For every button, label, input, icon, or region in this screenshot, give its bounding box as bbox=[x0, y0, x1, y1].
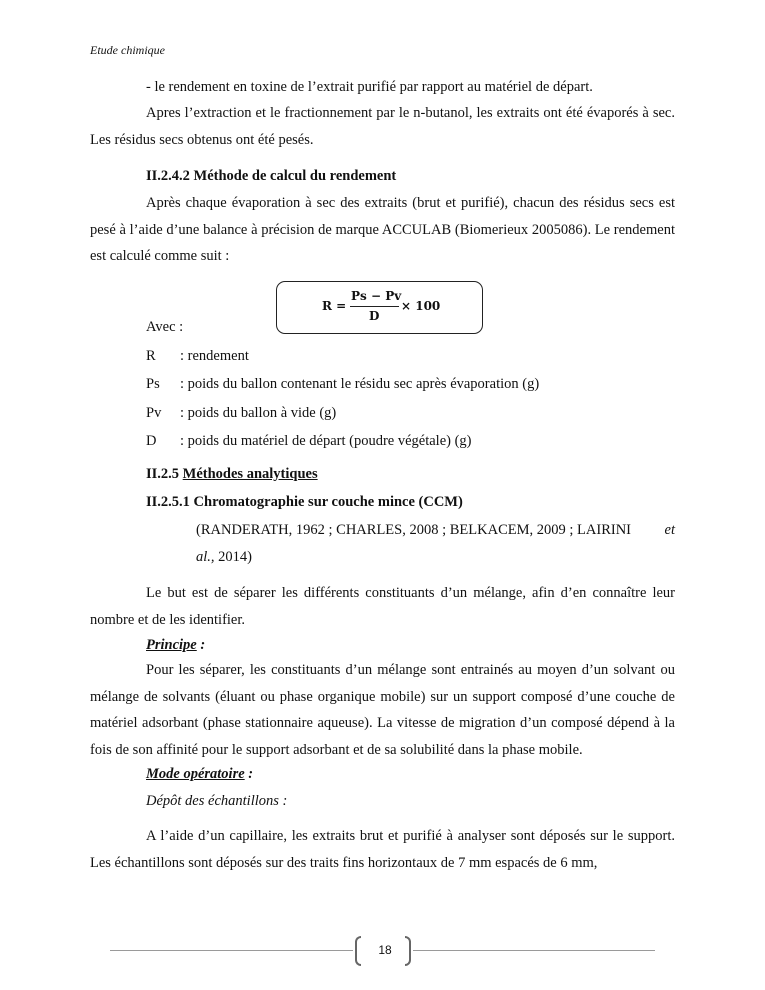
yield-bullet-line: - le rendement en toxine de l’extrait purifié par rapport au matériel de départ. bbox=[146, 79, 593, 95]
references-line-2 bbox=[196, 547, 252, 567]
running-header: Etude chimique bbox=[90, 43, 165, 57]
definition-text: : poids du matériel de départ (poudre végétale) (g) bbox=[180, 433, 472, 449]
fraction-bar bbox=[350, 306, 399, 307]
formula-denominator: D bbox=[369, 309, 380, 323]
principe-label: Principe bbox=[146, 637, 197, 653]
depot-subheading: Dépôt des échantillons : bbox=[146, 793, 288, 809]
page-number: 18 bbox=[378, 943, 392, 957]
paragraph-weighing: Après chaque évaporation à sec des extraits (brut et purifié), chacun des résidus secs est pesé à l’aide d’une balance à précision de marque ACCULAB (Biomerieux 2005086). Le rendement est calculé comme suit : bbox=[90, 195, 675, 264]
formula-multiplier: × 100 bbox=[401, 299, 441, 313]
mode-label: Mode opératoire bbox=[146, 766, 245, 782]
mode-colon: : bbox=[244, 766, 254, 782]
references-et: et bbox=[664, 522, 675, 538]
references-text: (RANDERATH, 1962 ; CHARLES, 2008 ; BELKACEM, 2009 ; LAIRINI bbox=[196, 522, 631, 538]
formula-lhs: R = bbox=[322, 299, 347, 313]
avec-label: Avec : bbox=[146, 319, 184, 335]
paragraph-principle: Pour les séparer, les constituants d’un mélange sont entrainés au moyen d’un solvant ou mélange de solvants (éluant ou phase organique mobile) sur un support composé d’une couche de matériel adsorbant (phase stationnaire aqueuse). La vitesse de migration d’un composé dépend à la fois de son affinité pour le support adsorbant et de sa solubilité dans la phase mobile. bbox=[90, 662, 675, 758]
principe-heading bbox=[146, 635, 205, 655]
definition-text: : poids du ballon à vide (g) bbox=[180, 405, 337, 421]
principe-colon: : bbox=[196, 637, 206, 653]
section-title: Méthodes analytiques bbox=[182, 466, 318, 482]
section-number: II.2.5 bbox=[146, 466, 180, 482]
definition-term: Ps bbox=[146, 376, 160, 392]
section-heading-2-4-2: II.2.4.2 Méthode de calcul du rendement bbox=[146, 168, 397, 184]
left-bracket bbox=[355, 936, 361, 966]
definition-term: D bbox=[146, 433, 157, 449]
definition-term: Pv bbox=[146, 405, 162, 421]
paragraph-deposit: A l’aide d’un capillaire, les extraits brut et purifié à analyser sont déposés sur le support. Les échantillons sont déposés sur des traits fins horizontaux de 7 mm espacés de 6 mm, bbox=[90, 828, 675, 871]
section-heading-2-5-1: II.2.5.1 Chromatographie sur couche mince (CCM) bbox=[146, 494, 463, 510]
references-al: al., bbox=[196, 549, 215, 565]
references-year: 2014) bbox=[214, 549, 252, 565]
references-line bbox=[196, 520, 675, 540]
definition-text: : rendement bbox=[180, 348, 249, 364]
yield-formula-box bbox=[276, 281, 483, 334]
formula-numerator: Ps − Pv bbox=[351, 289, 402, 303]
section-heading-2-5 bbox=[146, 464, 318, 484]
right-bracket bbox=[405, 936, 411, 966]
paragraph-extraction: Apres l’extraction et le fractionnement par le n-butanol, les extraits ont été évaporés à sec. Les résidus secs obtenus ont été pesés. bbox=[90, 105, 675, 148]
definition-text: : poids du ballon contenant le résidu sec après évaporation (g) bbox=[180, 376, 540, 392]
paragraph-goal: Le but est de séparer les différents constituants d’un mélange, afin d’en connaître leur nombre et de les identifier. bbox=[90, 585, 675, 628]
footer-rule-left bbox=[110, 950, 353, 951]
mode-heading bbox=[146, 764, 253, 784]
footer-rule-right bbox=[413, 950, 655, 951]
definition-term: R bbox=[146, 348, 156, 364]
